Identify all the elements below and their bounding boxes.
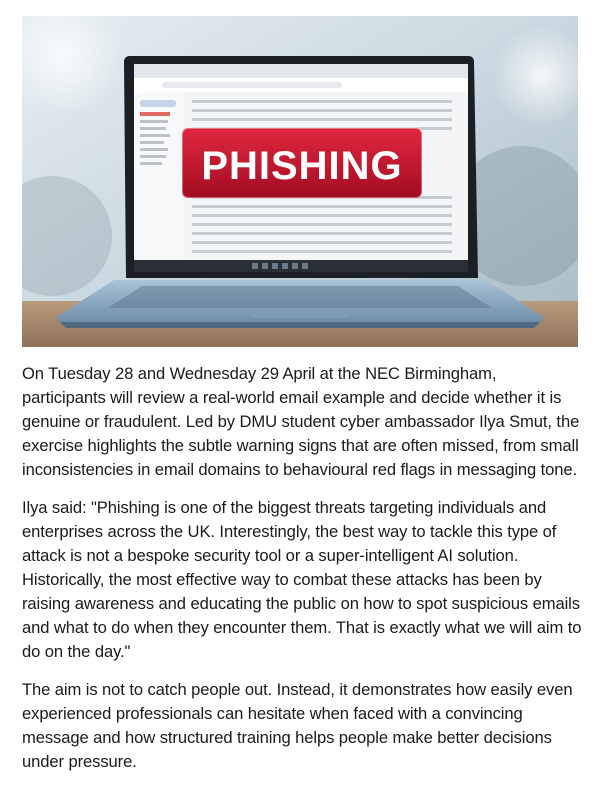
phishing-banner (182, 128, 422, 198)
article-paragraph: On Tuesday 28 and Wednesday 29 April at the NEC Birmingham, participants will review a real-world email example and decide whether it is genuine or fraudulent. Led by DMU student cyber ambassador Ilya Smut, the exercise highlights the subtle warning signs that are often missed, from small inconsistencies in email domains to behavioural red flags in messaging tone. (22, 364, 580, 479)
phishing-banner-text: PHISHING (201, 144, 403, 188)
article-paragraph: The aim is not to catch people out. Instead, it demonstrates how easily even experienced professionals can hesitate when faced with a convincing message and how structured training helps people make better decisions under pressure. (22, 680, 573, 771)
article-body (22, 362, 582, 788)
laptop-phishing-illustration (22, 16, 578, 347)
hero-image (22, 16, 578, 347)
article-paragraph: Ilya said: "Phishing is one of the biggest threats targeting individuals and enterprises across the UK. Interestingly, the best way to tackle this type of attack is not a bespoke security tool or a super-intelligent AI solution. Historically, the most effective way to combat these attacks has been by raising awareness and educating the public on how to spot suspicious emails and what to do when they encounter them. That is exactly what we will aim to do on the day." (22, 498, 582, 661)
